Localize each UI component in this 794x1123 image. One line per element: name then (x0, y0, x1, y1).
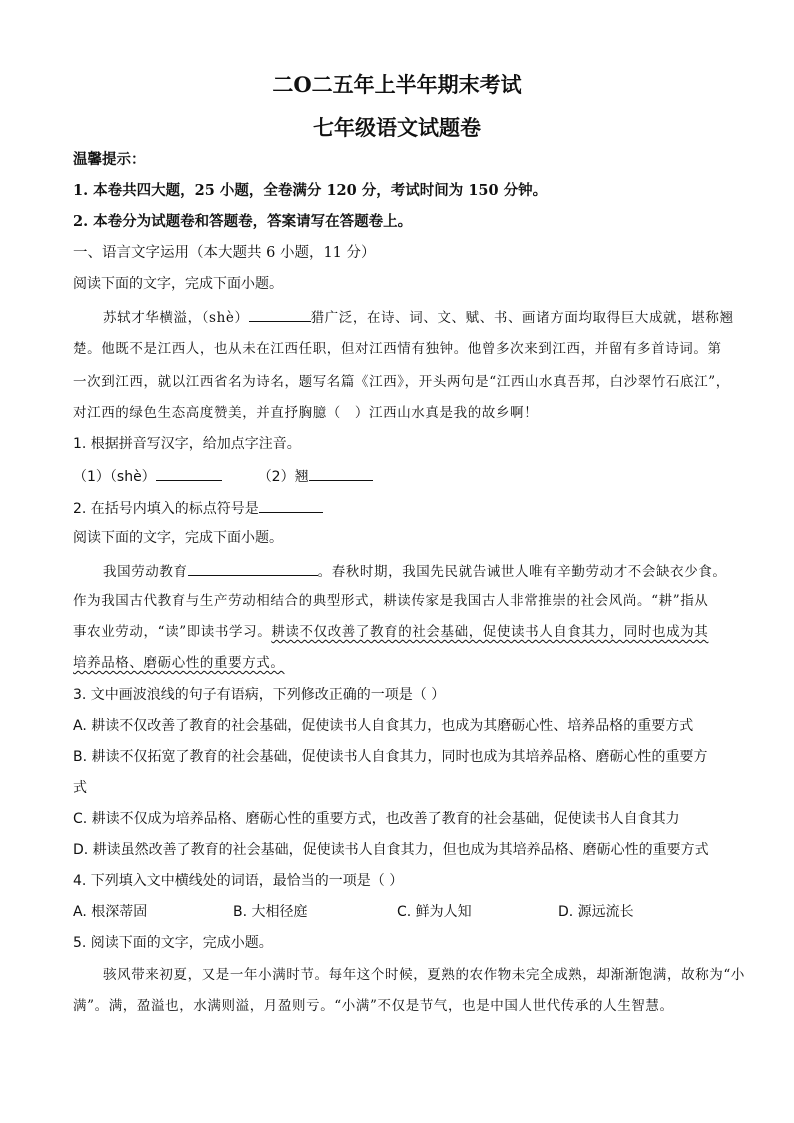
question-stem: 2. 在括号内填入的标点符号是 (73, 501, 259, 517)
option-b-continued: 式 (73, 780, 87, 796)
option-c: C. 耕读不仅成为培养品格、磨砺心性的重要方式，也改善了教育的社会基础，促使读书人自食其力 (73, 811, 680, 827)
option-c: C. 鲜为人知 (397, 904, 472, 920)
passage-text: 。春秋时期，我国先民就告诫世人唯有辛勤劳动才不会缺衣少食。 (317, 564, 727, 580)
passage-line (103, 306, 734, 328)
question-stem: 3. 文中画波浪线的句子有语病，下列修改正确的一项是（ ） (73, 687, 446, 703)
passage-line: 满”。满，盈溢也，水满则溢，月盈则亏。“小满”不仅是节气，也是中国人世代传承的人生智慧。 (73, 998, 674, 1014)
passage-line (73, 622, 708, 642)
question-stem: 5. 阅读下面的文字，完成小题。 (73, 935, 273, 951)
passage-line: 作为我国古代教育与生产劳动相结合的典型形式，耕读传家是我国古人非常推崇的社会风尚。“耕”指从 (73, 593, 709, 609)
option-a: A. 耕读不仅改善了教育的社会基础，促使读书人自食其力，也成为其磨砺心性、培养品格的重要方式 (73, 718, 694, 734)
notice-heading: 温馨提示： (73, 151, 146, 168)
answer-blank (156, 465, 222, 481)
option-b: B. 大相径庭 (233, 904, 308, 920)
answer-blank (259, 497, 323, 513)
read-prompt: 阅读下面的文字，完成下面小题。 (73, 276, 283, 292)
question-stem: 1. 根据拼音写汉字，给加点字注音。 (73, 436, 301, 452)
exam-subtitle: 七年级语文试题卷 (313, 115, 481, 140)
passage-line (73, 403, 538, 423)
passage-text: 事农业劳动，“读”即读书学习。 (73, 624, 272, 640)
wavy-underlined-sentence: 耕读不仅改善了教育的社会基础，促使读书人自食其力，同时也成为其 (271, 624, 709, 640)
option-b: B. 耕读不仅拓宽了教育的社会基础，促使读书人自食其力，同时也成为其培养品格、磨砺心性的重要方 (73, 749, 708, 765)
passage-text: 我国劳动教育 (103, 564, 188, 580)
notice-item: 2. 本卷分为试题卷和答题卷，答案请写在答题卷上。 (73, 213, 413, 230)
wavy-underlined-sentence: 培养品格、磨砺心性的重要方式。 (73, 655, 285, 671)
question-1-blanks (73, 465, 373, 487)
option-a: A. 根深蒂固 (73, 904, 148, 920)
answer-blank (249, 306, 311, 322)
passage-line (103, 560, 727, 582)
question-stem: 4. 下列填入文中横线处的词语，最恰当的一项是（ ） (73, 873, 404, 889)
section-heading: 一、语言文字运用（本大题共 6 小题，11 分） (73, 245, 376, 261)
passage-line: 楚。他既不是江西人，也从未在江西任职，但对江西情有独钟。他曾多次来到江西，并留有多首诗词。第 (73, 341, 722, 357)
read-prompt: 阅读下面的文字，完成下面小题。 (73, 530, 283, 546)
question-text: （1）（shè） (73, 469, 156, 485)
answer-blank (309, 465, 373, 481)
passage-text: 苏轼才华横溢，（shè） (103, 310, 249, 326)
notice-item: 1. 本卷共四大题，25 小题，全卷满分 120 分，考试时间为 150 分钟。 (73, 182, 548, 199)
passage-text: 猎广泛，在诗、词、文、赋、书、画诸方面均取得巨大成就，堪称翘 (310, 310, 734, 326)
question-text: （2）翘 (257, 469, 309, 485)
answer-blank (188, 560, 318, 576)
passage-line: 骇风带来初夏，又是一年小满时节。每年这个时候，夏熟的农作物未完全成熟，却渐渐饱满，故称为“小 (103, 967, 745, 983)
question-2 (73, 497, 323, 519)
passage-text: 对江西的绿色生态高度赞美，并直抒胸臆（ (73, 405, 341, 421)
option-d: D. 源远流长 (558, 904, 634, 920)
passage-line: 一次到江西，就以江西省名为诗名，题写名篇《江西》，开头两句是“江西山水真吾邦，白沙翠竹石底江”， (73, 374, 730, 390)
passage-text: ）江西山水真是我的故乡啊！ (354, 405, 539, 421)
exam-title: 二O二五年上半年期末考试 (272, 72, 522, 97)
option-d: D. 耕读虽然改善了教育的社会基础，促使读书人自食其力，但也成为其培养品格、磨砺心性的重要方式 (73, 842, 709, 858)
